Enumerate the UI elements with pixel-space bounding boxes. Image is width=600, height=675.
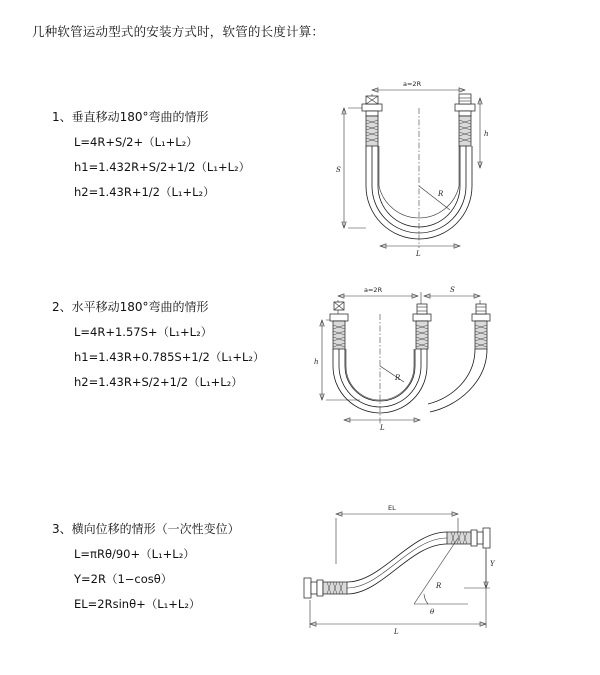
- section-1-formula-1: L=4R+S/2+（L₁+L₂）: [74, 135, 198, 149]
- section-2-formula-3: h2=1.43R+S/2+1/2（L₁+L₂）: [74, 375, 243, 389]
- figure-2-label-r: R: [395, 374, 401, 382]
- page-title: 几种软管运动型式的安装方式时，软管的长度计算：: [32, 24, 325, 39]
- section-2-formula-2: h1=1.43R+0.785S+1/2（L₁+L₂）: [74, 350, 265, 364]
- figure-2-horizontal-180: [300, 274, 520, 454]
- section-2-formula-1: L=4R+1.57S+（L₁+L₂）: [74, 325, 213, 339]
- figure-1-label-a2r: a=2R: [403, 80, 422, 88]
- section-3-title: 3、横向位移的情形（一次性变位）: [52, 522, 240, 536]
- section-1-formula-3: h2=1.43R+1/2（L₁+L₂）: [74, 185, 215, 199]
- figure-1-label-r: R: [438, 190, 444, 198]
- figure-2-label-h: h: [314, 358, 319, 366]
- figure-1-label-s: S: [336, 166, 341, 174]
- figure-2-label-l: L: [380, 424, 385, 432]
- figure-3-label-r: R: [436, 582, 442, 590]
- section-3-formula-1: L=πRθ/90+（L₁+L₂）: [74, 547, 195, 561]
- figure-1-label-h: h: [484, 130, 489, 138]
- figure-3-label-el: EL: [388, 504, 396, 512]
- figure-3-label-theta: θ: [430, 608, 435, 616]
- figure-2-label-a2r: a=2R: [364, 286, 383, 294]
- figure-1-label-l: L: [416, 250, 421, 258]
- section-1-formula-2: h1=1.432R+S/2+1/2（L₁+L₂）: [74, 160, 251, 174]
- figure-2-svg: [300, 274, 520, 454]
- section-1-text: [52, 108, 312, 200]
- section-2-title: 2、水平移动180°弯曲的情形: [52, 300, 209, 314]
- section-3-text: [52, 520, 312, 612]
- figure-3-label-l: L: [394, 628, 399, 636]
- figure-3-svg: [290, 492, 520, 642]
- section-2-text: [52, 298, 312, 390]
- section-3-formula-3: EL=2Rsinθ+（L₁+L₂）: [74, 597, 201, 611]
- figure-2-label-s: S: [450, 286, 455, 294]
- figure-1-vertical-180: [300, 68, 520, 288]
- figure-1-svg: [300, 68, 520, 288]
- section-3-formula-2: Y=2R（1−cosθ）: [74, 572, 173, 586]
- figure-3-lateral-offset: [290, 492, 520, 642]
- section-1-title: 1、垂直移动180°弯曲的情形: [52, 110, 209, 124]
- figure-3-label-y: Y: [490, 560, 495, 568]
